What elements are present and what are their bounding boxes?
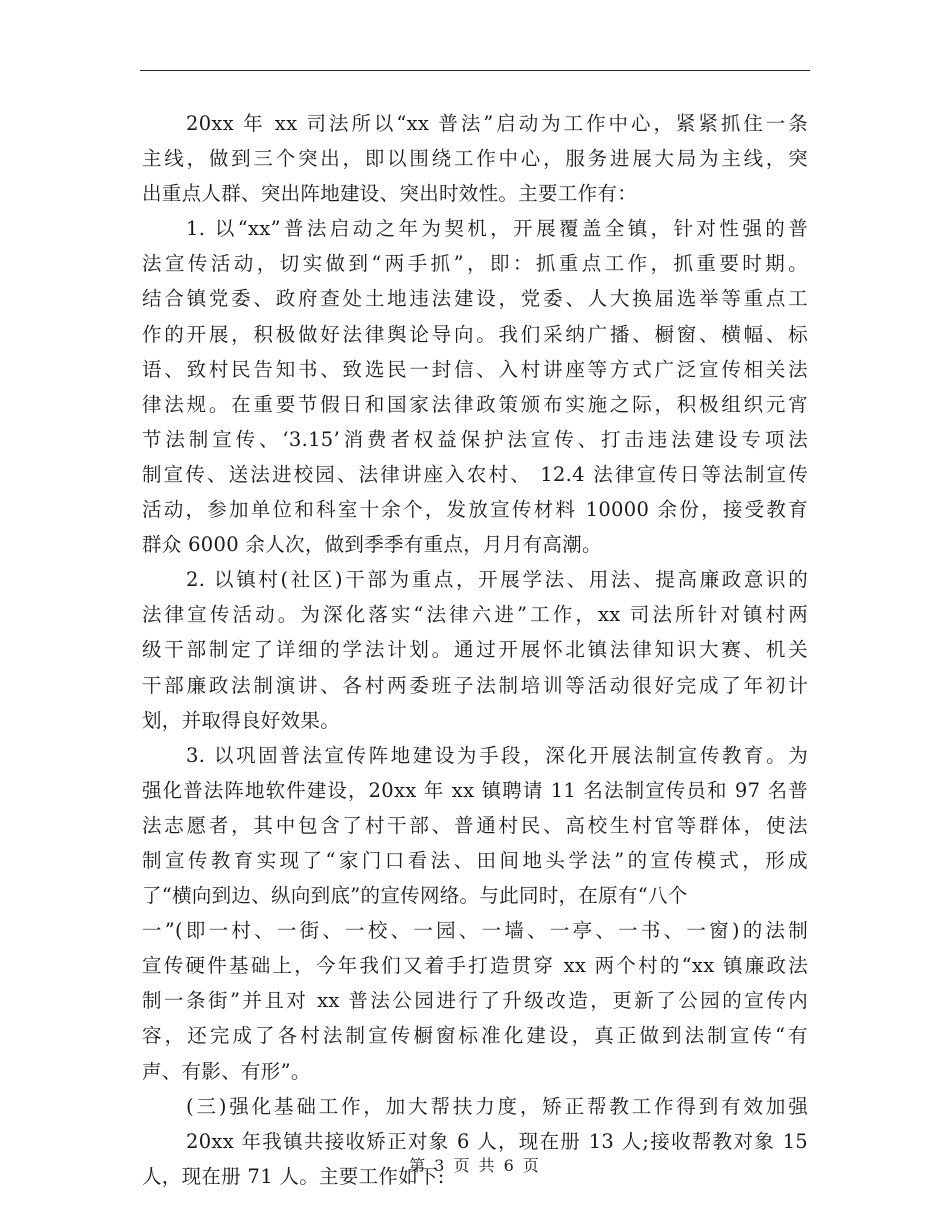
text-line: 1. 以“xx”普法启动之年为契机，开展覆盖全镇，针对性强的普 (186, 217, 808, 241)
text-line: 干部廉政法制演讲、各村两委班子法制培训等活动很好完成了年初计 (142, 673, 808, 697)
document-body (142, 106, 808, 1194)
text-line: 3. 以巩固普法宣传阵地建设为手段，深化开展法制宣传教育。为 (186, 743, 808, 767)
text-line: 20xx 年 xx 司法所以“xx 普法”启动为工作中心，紧紧抓住一条 (186, 112, 808, 135)
text-line: 宣传硬件基础上，今年我们又着手打造贯穿 xx 两个村的“xx 镇廉政法 (142, 954, 808, 978)
text-line: 了“横向到边、纵向到底”的宣传网络。与此同时，在原有“八个 (142, 884, 688, 908)
text-line: 节法制宣传、‘3.15’消费者权益保护法宣传、打击违法建设专项法 (142, 427, 808, 451)
text-line: 语、致村民告知书、致选民一封信、入村讲座等方式广泛宣传相关法 (142, 357, 808, 381)
text-line: 容，还完成了各村法制宣传橱窗标准化建设，真正做到法制宣传“有 (142, 1024, 808, 1048)
page-number: 第 3 页 共 6 页 (409, 1156, 541, 1175)
text-line: (三)强化基础工作，加大帮扶力度，矫正帮教工作得到有效加强 (186, 1094, 808, 1118)
text-line: 声、有影、有形”。 (142, 1059, 311, 1083)
text-line: 法宣传活动，切实做到“两手抓”，即：抓重点工作，抓重要时期。 (142, 252, 808, 276)
header-rule (140, 70, 810, 71)
text-line: 主线，做到三个突出，即以围绕工作中心，服务进展大局为主线，突 (142, 147, 808, 171)
text-line: 划，并取得良好效果。 (142, 708, 341, 732)
text-line: 人，现在册 71 人。主要工作如下: (142, 1164, 445, 1188)
text-line: 作的开展，积极做好法律舆论导向。我们采纳广播、橱窗、横幅、标 (142, 322, 808, 346)
text-line: 群众 6000 余人次，做到季季有重点，月月有高潮。 (142, 533, 602, 557)
text-line: 级干部制定了详细的学法计划。通过开展怀北镇法律知识大赛、机关 (142, 638, 808, 662)
text-line: 出重点人群、突出阵地建设、突出时效性。主要工作有： (142, 182, 638, 206)
text-line: 2. 以镇村(社区)干部为重点，开展学法、用法、提高廉政意识的 (186, 568, 808, 592)
text-line: 结合镇党委、政府查处土地违法建设，党委、人大换届选举等重点工 (142, 287, 808, 311)
text-line: 法律宣传活动。为深化落实“法律六进”工作，xx 司法所针对镇村两 (142, 603, 808, 627)
text-line: 制一条街”并且对 xx 普法公园进行了升级改造，更新了公园的宣传内 (142, 989, 808, 1013)
text-line: 法志愿者，其中包含了村干部、普通村民、高校生村官等群体，使法 (142, 813, 808, 837)
text-line: 制宣传、送法进校园、法律讲座入农村、 12.4 法律宣传日等法制宣传 (142, 462, 808, 486)
text-line: 20xx 年我镇共接收矫正对象 6 人，现在册 13 人;接收帮教对象 15 (186, 1129, 808, 1153)
text-line: 活动，参加单位和科室十余个，发放宣传材料 10000 余份，接受教育 (142, 498, 808, 522)
text-line: 一”(即一村、一街、一校、一园、一墙、一亭、一书、一窗)的法制 (142, 919, 808, 943)
text-line: 制宣传教育实现了“家门口看法、田间地头学法”的宣传模式，形成 (142, 848, 808, 872)
text-line: 强化普法阵地软件建设，20xx 年 xx 镇聘请 11 名法制宣传员和 97 名普 (142, 778, 808, 802)
text-line: 律法规。在重要节假日和国家法律政策颁布实施之际，积极组织元宵 (142, 392, 808, 416)
